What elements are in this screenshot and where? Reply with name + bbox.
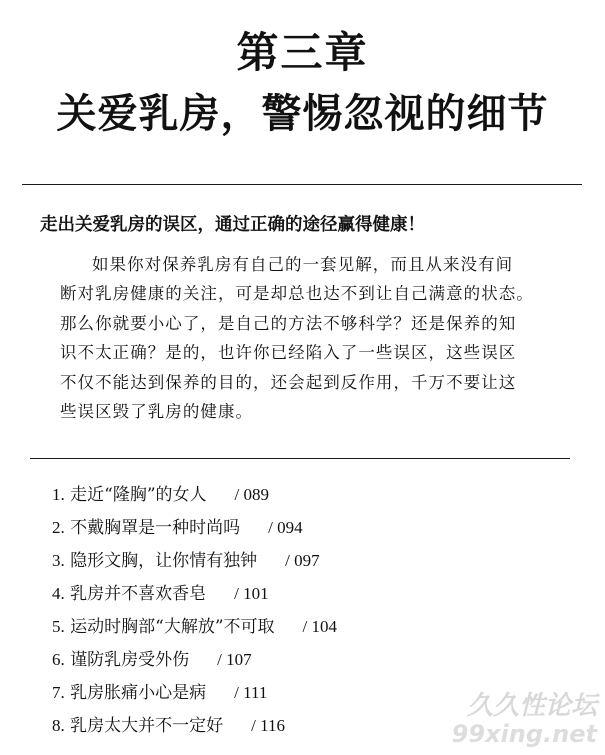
toc-number: 4. bbox=[52, 584, 65, 603]
watermark-name: 久久性论坛 bbox=[466, 691, 597, 721]
middle-divider bbox=[30, 458, 570, 459]
intro-line: 断对乳房健康的关注，可是却总也达不到让自己满意的状态。 bbox=[60, 284, 534, 304]
toc-item bbox=[52, 577, 552, 610]
toc-title: 乳房太大并不一定好 bbox=[70, 716, 224, 736]
toc-title: 乳房并不喜欢香皂 bbox=[70, 584, 207, 604]
chapter-label: 第三章 bbox=[236, 28, 369, 77]
toc-page: / 101 bbox=[234, 584, 269, 603]
toc-page: / 116 bbox=[251, 716, 285, 735]
toc-page: / 104 bbox=[302, 617, 338, 636]
top-divider bbox=[22, 184, 582, 185]
toc-item bbox=[52, 643, 552, 676]
toc-title: 运动时胸部“大解放”不可取 bbox=[70, 617, 275, 637]
toc-title: 乳房胀痛小心是病 bbox=[70, 683, 207, 703]
toc-page: / 097 bbox=[285, 551, 320, 570]
toc-number: 1. bbox=[52, 485, 65, 504]
toc-page: / 111 bbox=[234, 683, 268, 702]
toc-number: 3. bbox=[52, 551, 65, 570]
toc-number: 6. bbox=[52, 650, 65, 669]
toc-title: 不戴胸罩是一种时尚吗 bbox=[70, 518, 241, 538]
toc-page: / 094 bbox=[268, 518, 303, 537]
toc-number: 8. bbox=[52, 716, 65, 735]
intro-line: 如果你对保养乳房有自己的一套见解，而且从来没有间 bbox=[92, 255, 514, 274]
toc-page: / 089 bbox=[234, 485, 270, 504]
intro-paragraph bbox=[60, 250, 580, 426]
toc-title: 谨防乳房受外伤 bbox=[70, 650, 190, 670]
intro-line: 识不太正确？是的，也许你已经陷入了一些误区，这些误区 bbox=[60, 343, 517, 363]
toc-title: 隐形文胸，让你情有独钟 bbox=[70, 551, 258, 571]
toc-item bbox=[52, 511, 552, 544]
toc-number: 2. bbox=[52, 518, 65, 537]
watermark-url: 99xing.net bbox=[451, 720, 597, 748]
toc-title: 走近“隆胸”的女人 bbox=[70, 485, 207, 505]
toc-item bbox=[52, 610, 552, 643]
toc-number: 5. bbox=[52, 617, 65, 636]
intro-line: 些误区毁了乳房的健康。 bbox=[60, 402, 254, 422]
toc-page: / 107 bbox=[217, 650, 252, 669]
toc-item bbox=[52, 544, 552, 577]
intro-heading: 走出关爱乳房的误区，通过正确的途径赢得健康！ bbox=[40, 215, 425, 235]
forum-watermark bbox=[452, 691, 597, 747]
intro-line: 不仅不能达到保养的目的，还会起到反作用，千万不要让这 bbox=[60, 372, 517, 392]
intro-line: 那么你就要小心了，是自己的方法不够科学？还是保养的知 bbox=[60, 313, 517, 333]
toc-item bbox=[52, 478, 552, 511]
chapter-title: 关爱乳房，警惕忽视的细节 bbox=[56, 91, 549, 137]
toc-number: 7. bbox=[52, 683, 65, 702]
